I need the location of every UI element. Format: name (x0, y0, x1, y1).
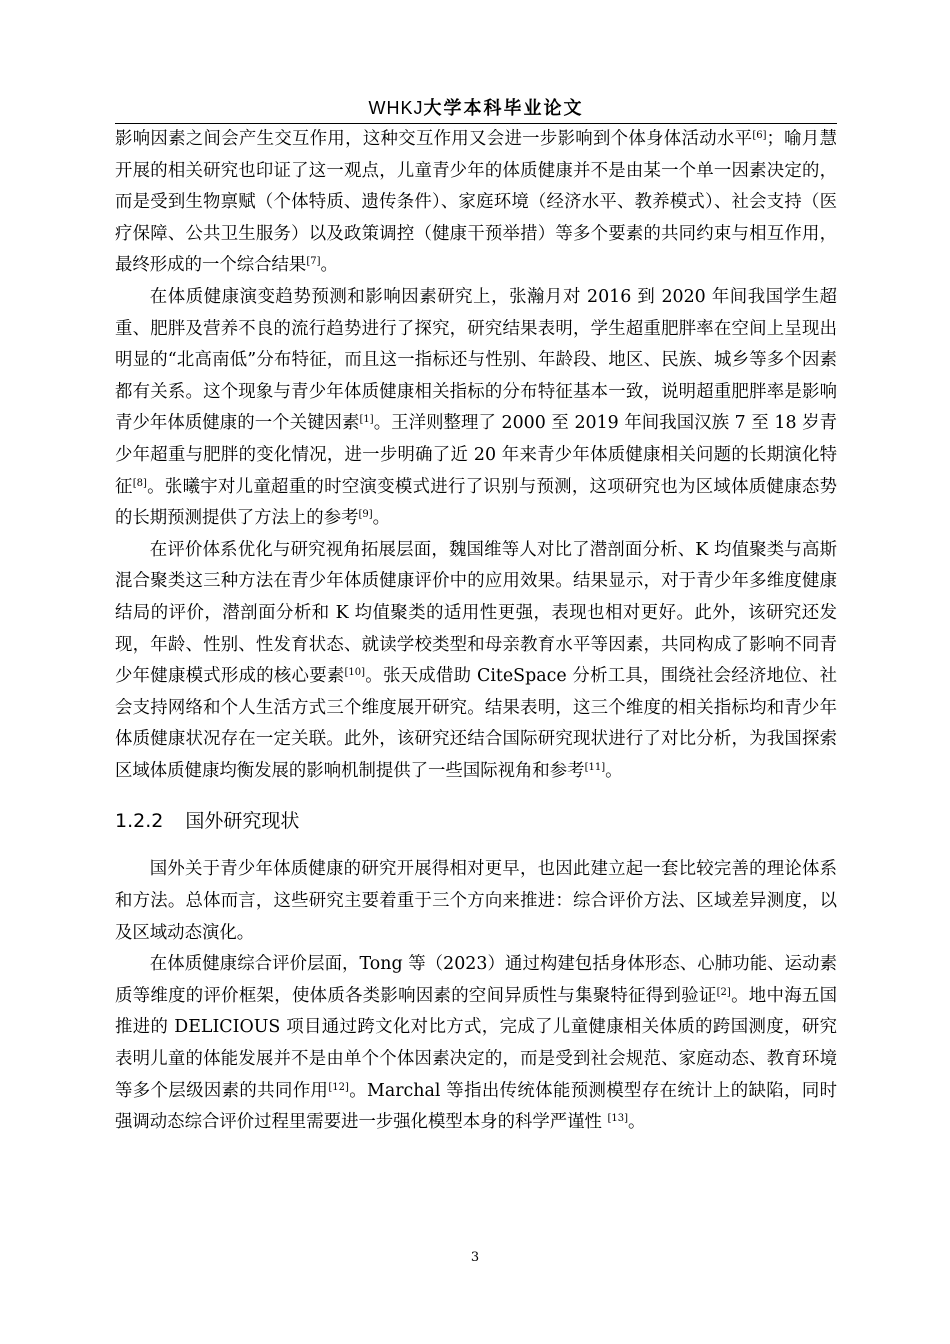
citation-ref: [12] (328, 1081, 349, 1093)
citation-ref: [8] (132, 477, 147, 489)
section-title: 国外研究现状 (185, 810, 300, 833)
document-body (115, 124, 837, 1139)
page-header (115, 94, 837, 124)
paragraph-3: 在评价体系优化与研究视角拓展层面，魏国维等人对比了潜剖面分析、K 均值聚类与高斯混合聚类这三种方法在青少年体质健康评价中的应用效果。结果显示，对于青少年多维度健康结局的评价，潜剖面分析和 K 均值聚类的适用性更强，表现也相对更好。此外，该研究还发现，年龄、性别、性发育状态、就读学校类型和母亲教育水平等因素，共同构成了影响不同青少年健康模式形成的核心要素[10]。张天成借助 CiteSpace 分析工具，围绕社会经济地位、社会支持网络和个人生活方式三个维度展开研究。结果表明，这三个维度的相关指标均和青少年体质健康状况存在一定关联。此外，该研究还结合国际研究现状进行了对比分析，为我国探索区域体质健康均衡发展的影响机制提供了一些国际视角和参考[11]。 (115, 539, 837, 781)
page-number: 3 (470, 1250, 480, 1265)
section-heading (115, 809, 837, 833)
paragraph-2: 在体质健康演变趋势预测和影响因素研究上，张瀚月对 2016 到 2020 年间我国学生超重、肥胖及营养不良的流行趋势进行了探究，研究结果表明，学生超重肥胖率在空间上呈现出明显的“北高南低”分布特征，而且这一指标还与性别、年龄段、地区、民族、城乡等多个因素都有关系。这个现象与青少年体质健康相关指标的分布特征基本一致，说明超重肥胖率是影响青少年体质健康的一个关键因素[1]。王洋则整理了 2000 至 2019 年间我国汉族 7 至 18 岁青少年超重与肥胖的变化情况，进一步明确了近 20 年来青少年体质健康相关问题的长期演化特征[8]。张曦宇对儿童超重的时空演变模式进行了识别与预测，这项研究也为区域体质健康态势的长期预测提供了方法上的参考[9]。 (115, 286, 837, 529)
citation-ref: [6] (752, 130, 767, 141)
paragraph-1: 影响因素之间会产生交互作用，这种交互作用又会进一步影响到个体身体活动水平[6]；喻月慧开展的相关研究也印证了这一观点，儿童青少年的体质健康并不是由某一个单一因素决定的，而是受到生物禀赋（个体特质、遗传条件）、家庭环境（经济水平、教养模式）、社会支持（医疗保障、公共卫生服务）以及政策调控（健康干预举措）等多个要素的共同约束与相互作用，最终形成的一个综合结果[7]。 (115, 129, 837, 276)
citation-ref: [10] (344, 667, 366, 679)
header-title: 大学本科毕业论文 (423, 98, 584, 119)
citation-ref: [9] (358, 509, 373, 521)
paragraph-4: 国外关于青少年体质健康的研究开展得相对更早，也因此建立起一套比较完善的理论体系和方法。总体而言，这些研究主要着重于三个方向来推进：综合评价方法、区域差异测度，以及区域动态演化。 (115, 859, 837, 943)
header-code: WHKJ (368, 98, 424, 118)
section-number: 1.2.2 (115, 810, 164, 833)
citation-ref: [2] (716, 986, 731, 998)
citation-ref: [7] (306, 256, 321, 268)
citation-ref: [13] (607, 1113, 628, 1125)
citation-ref: [11] (584, 761, 606, 773)
paragraph-5: 在体质健康综合评价层面，Tong 等（2023）通过构建包括身体形态、心肺功能、运动素质等维度的评价框架，使体质各类影响因素的空间异质性与集聚特征得到验证[2]。地中海五国推进的 DELICIOUS 项目通过跨文化对比方式，完成了儿童健康相关体质的跨国测度，研究表明儿童的体能发展并不是由单个个体因素决定的，而是受到社会规范、家庭动态、教育环境等多个层级因素的共同作用[12]。Marchal 等指出传统体能预测模型存在统计上的缺陷，同时强调动态综合评价过程里需要进一步强化模型本身的科学严谨性 [13]。 (115, 954, 837, 1133)
citation-ref: [1] (359, 414, 374, 426)
